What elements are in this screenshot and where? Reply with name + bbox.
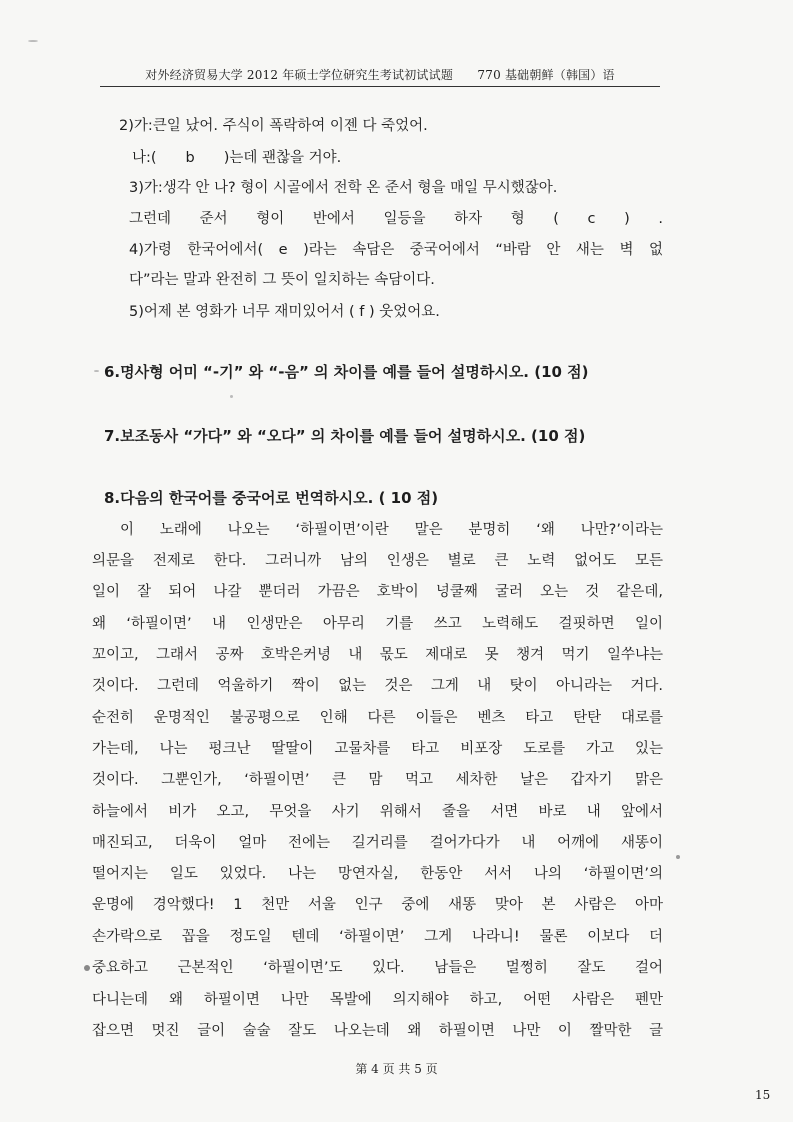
question-6: 6.명사형 어미 “-기” 와 “-음” 의 차이를 예를 들어 설명하시오. (10 점) xyxy=(104,363,589,381)
scan-speck xyxy=(94,370,99,372)
page-footer: 第 4 页 共 5 页 xyxy=(355,1062,438,1076)
item-4-line-1: 4)가령 한국어에서( e )라는 속담은 중국어에서 “바람 안 새는 벽 없 xyxy=(129,242,663,258)
passage-line: 운명에 경악했다! 1 천만 서울 인구 중에 새똥 맞아 본 사람은 아마 xyxy=(92,897,663,913)
passage-line: 매진되고, 더욱이 얼마 전에는 길거리를 걸어가다가 내 어깨에 새똥이 xyxy=(92,835,663,851)
item-3-line-2: 그런데 준서 형이 반에서 일등을 하자 형 ( c ) . xyxy=(129,211,663,227)
passage-line: 하늘에서 비가 오고, 무엇을 사기 위해서 줄을 서면 바로 내 앞에서 xyxy=(92,804,663,820)
scan-speck xyxy=(676,855,680,859)
passage-line: 떨어지는 일도 있었다. 나는 망연자실, 한동안 서서 나의 ‘하필이면’의 xyxy=(92,866,663,882)
passage-line: 순전히 운명적인 불공평으로 인해 다른 이들은 벤츠 타고 탄탄 대로를 xyxy=(92,710,663,726)
question-8: 8.다음의 한국어를 중국어로 번역하시오. ( 10 점) xyxy=(104,489,439,507)
passage-line: 꼬이고, 그래서 공짜 호박은커녕 내 몫도 제대로 못 챙겨 먹기 일쑤냐는 xyxy=(92,647,663,663)
question-7: 7.보조동사 “가다” 와 “오다” 의 차이를 예를 들어 설명하시오. (10 점) xyxy=(104,427,586,445)
passage-line: 다니는데 왜 하필이면 나만 목발에 의지해야 하고, 어떤 사람은 펜만 xyxy=(92,992,663,1008)
scan-speck xyxy=(28,40,38,42)
item-5: 5)어제 본 영화가 너무 재미있어서 ( f ) 웃었어요. xyxy=(129,304,440,320)
scan-speck xyxy=(230,395,233,398)
page-number: 15 xyxy=(755,1088,771,1102)
passage-line: 것이다. 그뿐인가, ‘하필이면’ 큰 맘 먹고 세차한 날은 갑자기 맑은 xyxy=(92,772,663,788)
item-3-line-1: 3)가:생각 안 나? 형이 시골에서 전학 온 준서 형을 매일 무시했잖아. xyxy=(129,180,558,196)
passage-line: 이 노래에 나오는 ‘하필이면’이란 말은 분명히 ‘왜 나만?’이라는 xyxy=(120,522,663,538)
header-rule xyxy=(100,86,660,87)
passage-line: 잡으면 멋진 글이 술술 잘도 나오는데 왜 하필이면 나만 이 짤막한 글 xyxy=(92,1023,663,1039)
item-2-answer: 나:( b )는데 괜찮을 거야. xyxy=(132,150,342,166)
passage-line: 가는데, 나는 펑크난 딸딸이 고물차를 타고 비포장 도로를 가고 있는 xyxy=(92,741,663,757)
passage-line: 의문을 전제로 한다. 그러니까 남의 인생은 별로 큰 노력 없어도 모든 xyxy=(92,553,663,569)
passage-line: 중요하고 근본적인 ‘하필이면’도 있다. 남들은 멀쩡히 잘도 걸어 xyxy=(92,960,663,976)
passage-line: 손가락으로 꼽을 정도일 텐데 ‘하필이면’ 그게 나라니! 물론 이보다 더 xyxy=(92,929,663,945)
passage-line: 것이다. 그런데 억울하기 짝이 없는 것은 그게 내 탓이 아니라는 거다. xyxy=(92,678,663,694)
item-2-question: 2)가:큰일 났어. 주식이 폭락하여 이젠 다 죽었어. xyxy=(119,118,428,134)
passage-line: 일이 잘 되어 나갈 뿐더러 가끔은 호박이 넝쿨째 굴러 오는 것 같은데, xyxy=(92,584,663,600)
passage-line: 왜 ‘하필이면’ 내 인생만은 아무리 기를 쓰고 노력해도 걸핏하면 일이 xyxy=(92,616,663,632)
scan-speck xyxy=(84,965,90,971)
item-4-line-2: 다”라는 말과 완전히 그 뜻이 일치하는 속담이다. xyxy=(129,272,435,288)
page-header: 对外经济贸易大学 2012 年硕士学位研究生考试初试试题 770 基础朝鲜（韩国）语 xyxy=(145,68,615,82)
